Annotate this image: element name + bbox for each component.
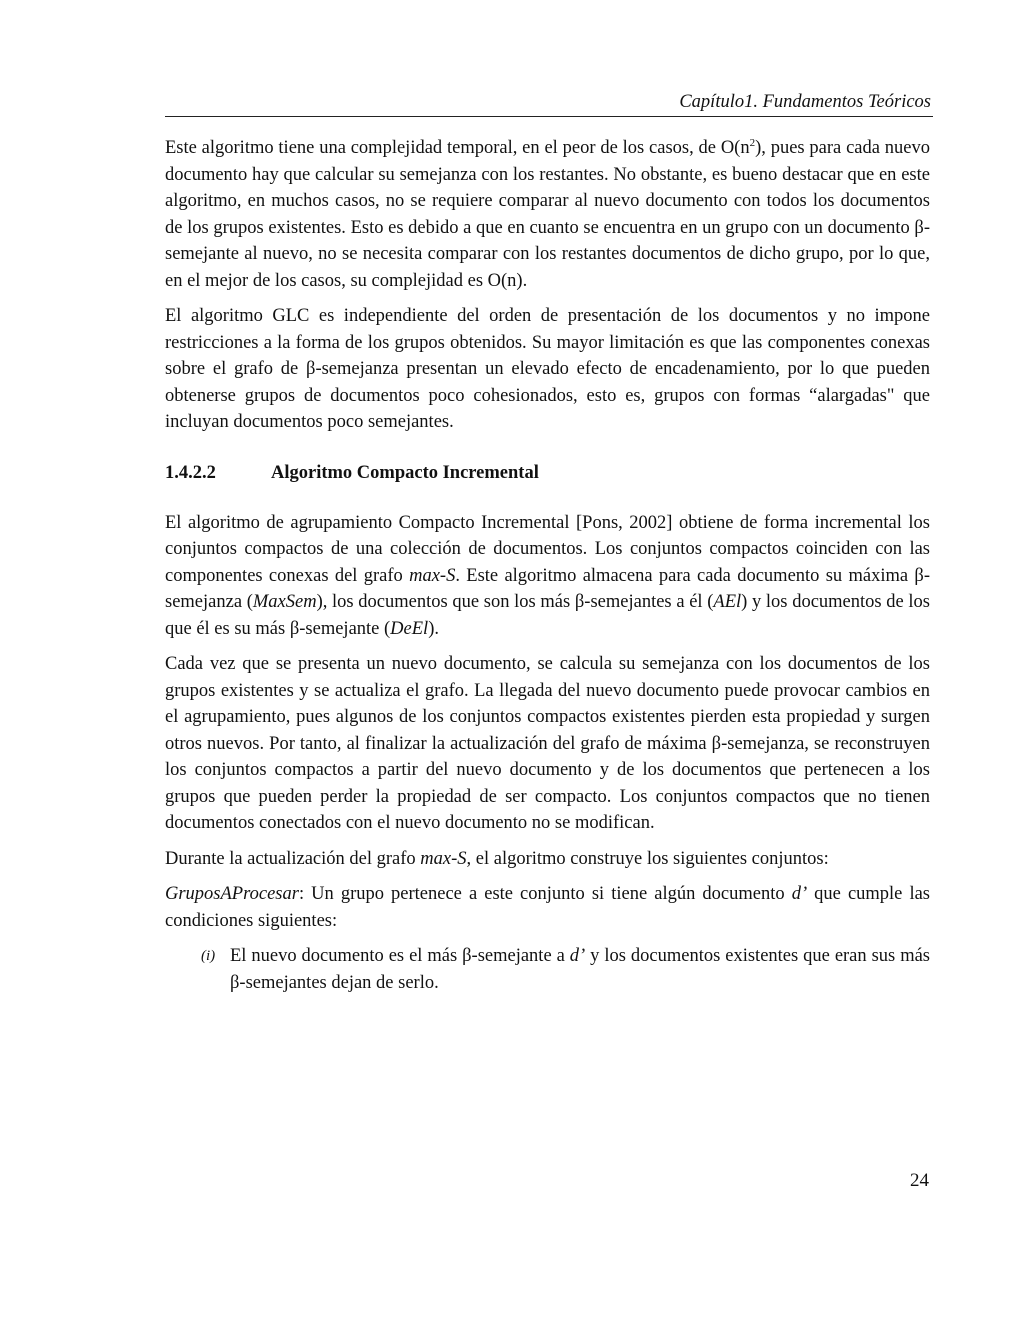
italic-term: max-S	[409, 565, 456, 586]
running-title: Capítulo1. Fundamentos Teóricos	[679, 92, 931, 112]
text-span: ), los documentos que son los más β-semejantes a él (	[316, 592, 714, 612]
section-title: Algoritmo Compacto Incremental	[271, 462, 539, 483]
italic-term: GruposAProcesar	[165, 884, 299, 904]
italic-term: d’	[569, 946, 586, 966]
page-number: 24	[910, 1170, 929, 1191]
paragraph-sets	[165, 846, 930, 873]
text-span: El algoritmo de agrupamiento Compacto Incremental [Pons, 2002] obtiene de forma incremental los conjuntos compactos de una colección de documentos. Los conjuntos compactos coinciden con las componentes conexas del grafo	[165, 512, 930, 586]
section-heading	[165, 460, 930, 486]
text-span: : Un grupo pertenece a este conjunto si tiene algún documento	[298, 884, 792, 904]
section-number: 1.4.2.2	[165, 462, 216, 483]
text-span: ), pues para cada nuevo documento hay que calcular su semejanza con los restantes. No obstante, es bueno destacar que en este algoritmo, en muchos casos, no se requiere comparar al nuevo documento con todos los documentos de los grupos existentes. Esto es debido a que en cuanto se encuentra en un grupo con un documento β-semejante al nuevo, no se necesita comparar con los restantes documentos de dicho grupo, por lo que, en el mejor de los casos, su complejidad es O(n).	[165, 138, 930, 291]
page-body	[165, 135, 930, 996]
paragraph-grupos-a-procesar	[165, 881, 930, 934]
italic-term: max-S	[420, 848, 467, 869]
text-span: . Este algoritmo almacena para cada documento su máxima β-semejanza (	[165, 565, 930, 612]
paragraph-compacto-intro	[165, 510, 930, 643]
text-span: Este algoritmo tiene una complejidad temporal, en el peor de los casos, de O(n	[165, 138, 750, 158]
text-span: ).	[428, 618, 439, 639]
item-text	[230, 943, 930, 996]
superscript: 2	[749, 137, 756, 149]
italic-term: d’	[791, 884, 808, 904]
text-span: Durante la actualización del grafo	[165, 848, 421, 869]
italic-term: MaxSem	[252, 592, 317, 612]
condition-item	[165, 943, 930, 996]
paragraph-new-document: Cada vez que se presenta un nuevo documento, se calcula su semejanza con los documentos de los grupos existentes y se actualiza el grafo. La llegada del nuevo documento puede provocar cambios en el agrupamiento, pues algunos de los conjuntos compactos existentes pierden esta propiedad y surgen otros nuevos. Por tanto, al finalizar la actualización del grafo de máxima β-semejanza, se reconstruyen los conjuntos compactos a partir del nuevo documento y de los documentos que pertenecen a los grupos que pueden perder la propiedad de ser compacto. Los conjuntos compactos que no tienen documentos conectados con el nuevo documento no se modifican.	[165, 654, 930, 833]
text-span: ) y los documentos de los que él es su más β-semejante (	[165, 592, 930, 639]
text-span: El nuevo documento es el más β-semejante a	[230, 946, 570, 966]
running-header	[165, 90, 933, 117]
text-span: que cumple las condiciones siguientes:	[165, 884, 931, 931]
item-marker: (i)	[201, 948, 216, 964]
italic-term: AEl	[713, 592, 742, 612]
text-span: , el algoritmo construye los siguientes conjuntos:	[466, 848, 829, 869]
paragraph-glc: El algoritmo GLC es independiente del orden de presentación de los documentos y no impone restricciones a la forma de los grupos obtenidos. Su mayor limitación es que las componentes conexas sobre el grafo de β-semejanza presentan un elevado efecto de encadenamiento, por lo que pueden obtenerse grupos de documentos poco cohesionados, esto es, grupos con formas “alargadas" que incluyan documentos poco semejantes.	[165, 306, 930, 432]
paragraph-complexity	[165, 135, 930, 294]
text-span: y los documentos existentes que eran sus más β-semejantes dejan de serlo.	[230, 946, 930, 993]
italic-term: DeEl	[390, 618, 429, 639]
